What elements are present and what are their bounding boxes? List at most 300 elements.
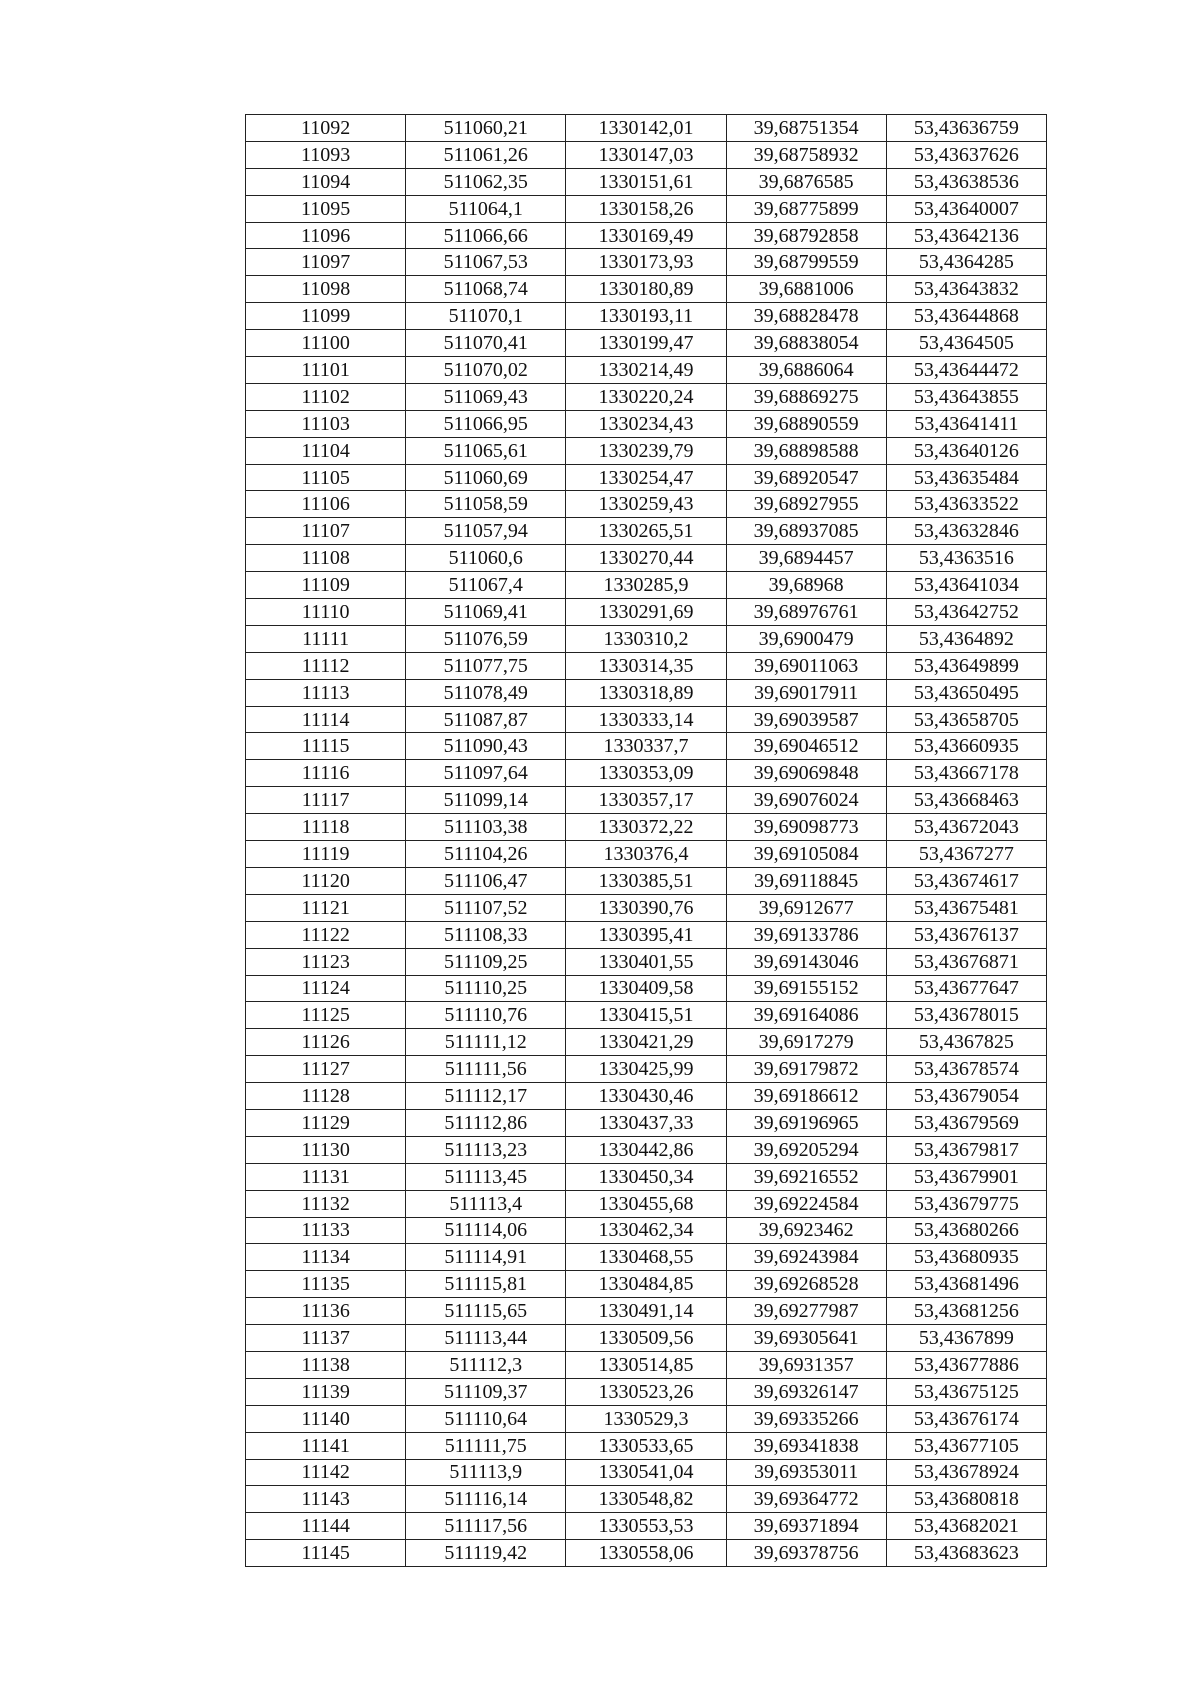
table-row [246,1190,1047,1217]
x-coordinate-cell: 511110,25 [406,975,566,1002]
longitude-cell: 39,69046512 [726,733,886,760]
latitude-cell: 53,43640126 [886,437,1046,464]
x-coordinate-cell: 511113,4 [406,1190,566,1217]
x-coordinate-cell: 511119,42 [406,1540,566,1567]
point-number-cell: 11141 [246,1432,406,1459]
table-row [246,625,1047,652]
y-coordinate-cell: 1330376,4 [566,841,726,868]
table-row [246,1540,1047,1567]
longitude-cell: 39,69011063 [726,652,886,679]
longitude-cell: 39,6900479 [726,625,886,652]
x-coordinate-cell: 511070,02 [406,357,566,384]
point-number-cell: 11144 [246,1513,406,1540]
x-coordinate-cell: 511116,14 [406,1486,566,1513]
table-row [246,599,1047,626]
y-coordinate-cell: 1330142,01 [566,115,726,142]
longitude-cell: 39,69268528 [726,1271,886,1298]
point-number-cell: 11140 [246,1405,406,1432]
longitude-cell: 39,69039587 [726,706,886,733]
y-coordinate-cell: 1330357,17 [566,787,726,814]
latitude-cell: 53,4367277 [886,841,1046,868]
y-coordinate-cell: 1330548,82 [566,1486,726,1513]
longitude-cell: 39,69155152 [726,975,886,1002]
y-coordinate-cell: 1330509,56 [566,1325,726,1352]
point-number-cell: 11124 [246,975,406,1002]
table-row [246,437,1047,464]
latitude-cell: 53,43679054 [886,1083,1046,1110]
latitude-cell: 53,43632846 [886,518,1046,545]
latitude-cell: 53,43644472 [886,357,1046,384]
longitude-cell: 39,69105084 [726,841,886,868]
table-row [246,1513,1047,1540]
x-coordinate-cell: 511113,23 [406,1136,566,1163]
table-row [246,867,1047,894]
latitude-cell: 53,43680266 [886,1217,1046,1244]
x-coordinate-cell: 511070,41 [406,330,566,357]
point-number-cell: 11103 [246,410,406,437]
point-number-cell: 11125 [246,1002,406,1029]
x-coordinate-cell: 511111,56 [406,1056,566,1083]
x-coordinate-cell: 511060,69 [406,464,566,491]
latitude-cell: 53,4363516 [886,545,1046,572]
longitude-cell: 39,69196965 [726,1109,886,1136]
longitude-cell: 39,68927955 [726,491,886,518]
latitude-cell: 53,43676137 [886,921,1046,948]
x-coordinate-cell: 511106,47 [406,867,566,894]
x-coordinate-cell: 511110,76 [406,1002,566,1029]
x-coordinate-cell: 511110,64 [406,1405,566,1432]
y-coordinate-cell: 1330385,51 [566,867,726,894]
latitude-cell: 53,43636759 [886,115,1046,142]
table-row [246,652,1047,679]
y-coordinate-cell: 1330234,43 [566,410,726,437]
point-number-cell: 11094 [246,168,406,195]
longitude-cell: 39,68775899 [726,195,886,222]
latitude-cell: 53,43681496 [886,1271,1046,1298]
latitude-cell: 53,43680818 [886,1486,1046,1513]
longitude-cell: 39,6912677 [726,894,886,921]
point-number-cell: 11092 [246,115,406,142]
longitude-cell: 39,6886064 [726,357,886,384]
y-coordinate-cell: 1330455,68 [566,1190,726,1217]
latitude-cell: 53,4367899 [886,1325,1046,1352]
longitude-cell: 39,69224584 [726,1190,886,1217]
table-row [246,383,1047,410]
longitude-cell: 39,69243984 [726,1244,886,1271]
latitude-cell: 53,4364285 [886,249,1046,276]
y-coordinate-cell: 1330199,47 [566,330,726,357]
longitude-cell: 39,69133786 [726,921,886,948]
longitude-cell: 39,69069848 [726,760,886,787]
point-number-cell: 11102 [246,383,406,410]
point-number-cell: 11101 [246,357,406,384]
longitude-cell: 39,69335266 [726,1405,886,1432]
table-row [246,249,1047,276]
x-coordinate-cell: 511077,75 [406,652,566,679]
y-coordinate-cell: 1330372,22 [566,814,726,841]
table-row [246,679,1047,706]
point-number-cell: 11131 [246,1163,406,1190]
point-number-cell: 11110 [246,599,406,626]
y-coordinate-cell: 1330442,86 [566,1136,726,1163]
point-number-cell: 11109 [246,572,406,599]
longitude-cell: 39,68976761 [726,599,886,626]
y-coordinate-cell: 1330425,99 [566,1056,726,1083]
table-row [246,222,1047,249]
point-number-cell: 11138 [246,1351,406,1378]
y-coordinate-cell: 1330259,43 [566,491,726,518]
longitude-cell: 39,69364772 [726,1486,886,1513]
x-coordinate-cell: 511058,59 [406,491,566,518]
latitude-cell: 53,43650495 [886,679,1046,706]
latitude-cell: 53,4364892 [886,625,1046,652]
table-row [246,1056,1047,1083]
x-coordinate-cell: 511103,38 [406,814,566,841]
x-coordinate-cell: 511057,94 [406,518,566,545]
x-coordinate-cell: 511108,33 [406,921,566,948]
y-coordinate-cell: 1330468,55 [566,1244,726,1271]
y-coordinate-cell: 1330409,58 [566,975,726,1002]
x-coordinate-cell: 511087,87 [406,706,566,733]
y-coordinate-cell: 1330415,51 [566,1002,726,1029]
latitude-cell: 53,43641411 [886,410,1046,437]
table-row [246,1351,1047,1378]
y-coordinate-cell: 1330239,79 [566,437,726,464]
x-coordinate-cell: 511062,35 [406,168,566,195]
point-number-cell: 11114 [246,706,406,733]
x-coordinate-cell: 511060,6 [406,545,566,572]
table-row [246,276,1047,303]
longitude-cell: 39,69186612 [726,1083,886,1110]
point-number-cell: 11099 [246,303,406,330]
longitude-cell: 39,6931357 [726,1351,886,1378]
latitude-cell: 53,43677886 [886,1351,1046,1378]
longitude-cell: 39,69277987 [726,1298,886,1325]
latitude-cell: 53,43677647 [886,975,1046,1002]
table-row [246,1459,1047,1486]
longitude-cell: 39,6876585 [726,168,886,195]
x-coordinate-cell: 511117,56 [406,1513,566,1540]
point-number-cell: 11097 [246,249,406,276]
point-number-cell: 11118 [246,814,406,841]
y-coordinate-cell: 1330220,24 [566,383,726,410]
point-number-cell: 11095 [246,195,406,222]
point-number-cell: 11120 [246,867,406,894]
point-number-cell: 11116 [246,760,406,787]
x-coordinate-cell: 511066,95 [406,410,566,437]
x-coordinate-cell: 511109,25 [406,948,566,975]
x-coordinate-cell: 511061,26 [406,141,566,168]
latitude-cell: 53,43672043 [886,814,1046,841]
latitude-cell: 53,43643832 [886,276,1046,303]
table-row [246,1271,1047,1298]
y-coordinate-cell: 1330254,47 [566,464,726,491]
point-number-cell: 11130 [246,1136,406,1163]
table-row [246,841,1047,868]
table-row [246,921,1047,948]
x-coordinate-cell: 511069,43 [406,383,566,410]
x-coordinate-cell: 511115,65 [406,1298,566,1325]
table-row [246,1217,1047,1244]
point-number-cell: 11117 [246,787,406,814]
x-coordinate-cell: 511090,43 [406,733,566,760]
table-row [246,518,1047,545]
latitude-cell: 53,43667178 [886,760,1046,787]
table-row [246,1136,1047,1163]
x-coordinate-cell: 511113,45 [406,1163,566,1190]
latitude-cell: 53,43644868 [886,303,1046,330]
point-number-cell: 11107 [246,518,406,545]
point-number-cell: 11123 [246,948,406,975]
latitude-cell: 53,43681256 [886,1298,1046,1325]
latitude-cell: 53,43679775 [886,1190,1046,1217]
point-number-cell: 11134 [246,1244,406,1271]
point-number-cell: 11132 [246,1190,406,1217]
longitude-cell: 39,6894457 [726,545,886,572]
table-row [246,1432,1047,1459]
point-number-cell: 11122 [246,921,406,948]
latitude-cell: 53,43676174 [886,1405,1046,1432]
x-coordinate-cell: 511060,21 [406,115,566,142]
x-coordinate-cell: 511114,06 [406,1217,566,1244]
latitude-cell: 53,43635484 [886,464,1046,491]
longitude-cell: 39,68838054 [726,330,886,357]
longitude-cell: 39,68968 [726,572,886,599]
longitude-cell: 39,68937085 [726,518,886,545]
coordinates-table-body [246,115,1047,1567]
table-row [246,760,1047,787]
latitude-cell: 53,43668463 [886,787,1046,814]
latitude-cell: 53,43675125 [886,1378,1046,1405]
x-coordinate-cell: 511109,37 [406,1378,566,1405]
x-coordinate-cell: 511113,9 [406,1459,566,1486]
y-coordinate-cell: 1330147,03 [566,141,726,168]
longitude-cell: 39,68799559 [726,249,886,276]
x-coordinate-cell: 511070,1 [406,303,566,330]
point-number-cell: 11133 [246,1217,406,1244]
table-row [246,1298,1047,1325]
latitude-cell: 53,43682021 [886,1513,1046,1540]
point-number-cell: 11127 [246,1056,406,1083]
longitude-cell: 39,69098773 [726,814,886,841]
point-number-cell: 11098 [246,276,406,303]
x-coordinate-cell: 511066,66 [406,222,566,249]
latitude-cell: 53,43649899 [886,652,1046,679]
longitude-cell: 39,68828478 [726,303,886,330]
x-coordinate-cell: 511068,74 [406,276,566,303]
latitude-cell: 53,4364505 [886,330,1046,357]
x-coordinate-cell: 511065,61 [406,437,566,464]
longitude-cell: 39,69341838 [726,1432,886,1459]
point-number-cell: 11137 [246,1325,406,1352]
table-row [246,814,1047,841]
latitude-cell: 53,43640007 [886,195,1046,222]
point-number-cell: 11100 [246,330,406,357]
y-coordinate-cell: 1330310,2 [566,625,726,652]
latitude-cell: 53,43633522 [886,491,1046,518]
table-row [246,141,1047,168]
point-number-cell: 11139 [246,1378,406,1405]
y-coordinate-cell: 1330421,29 [566,1029,726,1056]
longitude-cell: 39,68758932 [726,141,886,168]
table-row [246,787,1047,814]
y-coordinate-cell: 1330558,06 [566,1540,726,1567]
y-coordinate-cell: 1330430,46 [566,1083,726,1110]
table-row [246,195,1047,222]
longitude-cell: 39,68792858 [726,222,886,249]
longitude-cell: 39,6917279 [726,1029,886,1056]
longitude-cell: 39,69305641 [726,1325,886,1352]
coordinates-table [245,114,1047,1567]
longitude-cell: 39,69076024 [726,787,886,814]
point-number-cell: 11105 [246,464,406,491]
latitude-cell: 53,43660935 [886,733,1046,760]
x-coordinate-cell: 511113,44 [406,1325,566,1352]
table-row [246,491,1047,518]
y-coordinate-cell: 1330151,61 [566,168,726,195]
y-coordinate-cell: 1330491,14 [566,1298,726,1325]
latitude-cell: 53,43676871 [886,948,1046,975]
point-number-cell: 11129 [246,1109,406,1136]
table-row [246,1405,1047,1432]
point-number-cell: 11143 [246,1486,406,1513]
y-coordinate-cell: 1330314,35 [566,652,726,679]
longitude-cell: 39,69378756 [726,1540,886,1567]
y-coordinate-cell: 1330553,53 [566,1513,726,1540]
y-coordinate-cell: 1330353,09 [566,760,726,787]
y-coordinate-cell: 1330270,44 [566,545,726,572]
latitude-cell: 53,43674617 [886,867,1046,894]
y-coordinate-cell: 1330265,51 [566,518,726,545]
y-coordinate-cell: 1330450,34 [566,1163,726,1190]
longitude-cell: 39,69353011 [726,1459,886,1486]
x-coordinate-cell: 511112,3 [406,1351,566,1378]
point-number-cell: 11093 [246,141,406,168]
table-row [246,1083,1047,1110]
point-number-cell: 11108 [246,545,406,572]
y-coordinate-cell: 1330533,65 [566,1432,726,1459]
latitude-cell: 53,43642752 [886,599,1046,626]
point-number-cell: 11126 [246,1029,406,1056]
longitude-cell: 39,69371894 [726,1513,886,1540]
longitude-cell: 39,6881006 [726,276,886,303]
y-coordinate-cell: 1330337,7 [566,733,726,760]
latitude-cell: 53,43679817 [886,1136,1046,1163]
longitude-cell: 39,69017911 [726,679,886,706]
table-row [246,115,1047,142]
x-coordinate-cell: 511097,64 [406,760,566,787]
y-coordinate-cell: 1330169,49 [566,222,726,249]
y-coordinate-cell: 1330333,14 [566,706,726,733]
longitude-cell: 39,69164086 [726,1002,886,1029]
point-number-cell: 11128 [246,1083,406,1110]
y-coordinate-cell: 1330173,93 [566,249,726,276]
x-coordinate-cell: 511114,91 [406,1244,566,1271]
y-coordinate-cell: 1330193,11 [566,303,726,330]
point-number-cell: 11112 [246,652,406,679]
x-coordinate-cell: 511115,81 [406,1271,566,1298]
latitude-cell: 53,43638536 [886,168,1046,195]
latitude-cell: 53,43678574 [886,1056,1046,1083]
point-number-cell: 11145 [246,1540,406,1567]
longitude-cell: 39,69326147 [726,1378,886,1405]
table-row [246,1109,1047,1136]
point-number-cell: 11115 [246,733,406,760]
x-coordinate-cell: 511064,1 [406,195,566,222]
longitude-cell: 39,68869275 [726,383,886,410]
table-row [246,572,1047,599]
point-number-cell: 11142 [246,1459,406,1486]
table-row [246,894,1047,921]
y-coordinate-cell: 1330529,3 [566,1405,726,1432]
x-coordinate-cell: 511078,49 [406,679,566,706]
x-coordinate-cell: 511111,75 [406,1432,566,1459]
point-number-cell: 11121 [246,894,406,921]
table-row [246,330,1047,357]
table-row [246,975,1047,1002]
longitude-cell: 39,68920547 [726,464,886,491]
y-coordinate-cell: 1330158,26 [566,195,726,222]
longitude-cell: 39,69205294 [726,1136,886,1163]
x-coordinate-cell: 511099,14 [406,787,566,814]
longitude-cell: 39,68751354 [726,115,886,142]
table-row [246,1163,1047,1190]
table-row [246,706,1047,733]
x-coordinate-cell: 511069,41 [406,599,566,626]
latitude-cell: 53,43677105 [886,1432,1046,1459]
latitude-cell: 53,43679901 [886,1163,1046,1190]
y-coordinate-cell: 1330214,49 [566,357,726,384]
longitude-cell: 39,69118845 [726,867,886,894]
table-row [246,357,1047,384]
point-number-cell: 11135 [246,1271,406,1298]
latitude-cell: 53,4367825 [886,1029,1046,1056]
point-number-cell: 11113 [246,679,406,706]
table-row [246,303,1047,330]
point-number-cell: 11136 [246,1298,406,1325]
latitude-cell: 53,43678015 [886,1002,1046,1029]
latitude-cell: 53,43675481 [886,894,1046,921]
latitude-cell: 53,43643855 [886,383,1046,410]
point-number-cell: 11119 [246,841,406,868]
x-coordinate-cell: 511076,59 [406,625,566,652]
point-number-cell: 11106 [246,491,406,518]
table-row [246,1378,1047,1405]
longitude-cell: 39,68890559 [726,410,886,437]
table-row [246,1244,1047,1271]
x-coordinate-cell: 511112,17 [406,1083,566,1110]
y-coordinate-cell: 1330523,26 [566,1378,726,1405]
table-row [246,410,1047,437]
longitude-cell: 39,69143046 [726,948,886,975]
longitude-cell: 39,69216552 [726,1163,886,1190]
table-row [246,1029,1047,1056]
table-row [246,1325,1047,1352]
y-coordinate-cell: 1330541,04 [566,1459,726,1486]
table-row [246,948,1047,975]
y-coordinate-cell: 1330291,69 [566,599,726,626]
latitude-cell: 53,43641034 [886,572,1046,599]
table-row [246,464,1047,491]
latitude-cell: 53,43637626 [886,141,1046,168]
latitude-cell: 53,43680935 [886,1244,1046,1271]
longitude-cell: 39,68898588 [726,437,886,464]
table-row [246,168,1047,195]
longitude-cell: 39,6923462 [726,1217,886,1244]
y-coordinate-cell: 1330285,9 [566,572,726,599]
y-coordinate-cell: 1330437,33 [566,1109,726,1136]
table-row [246,1486,1047,1513]
